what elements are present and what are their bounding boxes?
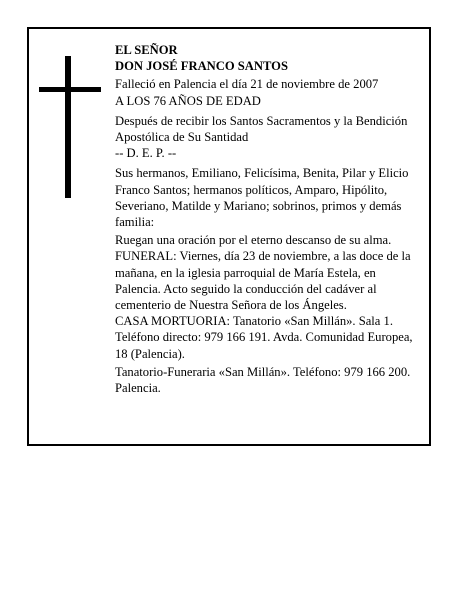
latin-cross-icon: [39, 56, 101, 198]
rip-line: -- D. E. P. --: [115, 146, 177, 161]
deceased-name: DON JOSÉ FRANCO SANTOS: [115, 59, 288, 74]
funeral-home-info: Tanatorio-Funeraria «San Millán». Teléfono: 979 166 200. Palencia.: [115, 364, 411, 396]
death-date-line: Falleció en Palencia el día 21 de noviembre de 2007: [115, 77, 379, 92]
age-line: A LOS 76 AÑOS DE EDAD: [115, 93, 261, 108]
funeral-info: FUNERAL: Viernes, día 23 de noviembre, a las doce de la mañana, en la iglesia parroquial de María Estela, en Palencia. Acto seguido la conducción del cadáver al cementerio de Nuestra Señora de los Ángeles.: [115, 249, 411, 313]
cross-vertical-bar: [65, 56, 71, 198]
notice-text: [115, 42, 423, 396]
family-line: Sus hermanos, Emiliano, Felicísima, Benita, Pilar y Elicio Franco Santos; hermanos políticos, Amparo, Hipólito, Severiano, Matilde y Mariano; sobrinos, primos y demás familia:: [115, 166, 409, 230]
obituary-notice: [27, 27, 431, 446]
sacraments-line: Después de recibir los Santos Sacramentos y la Bendición Apostólica de Su Santidad: [115, 113, 408, 145]
cross-horizontal-bar: [39, 87, 101, 92]
prayer-request: Ruegan una oración por el eterno descanso de su alma.: [115, 233, 392, 248]
mortuary-info: CASA MORTUORIA: Tanatorio «San Millán». Sala 1. Teléfono directo: 979 166 191. Avda. Comunidad Europea, 18 (Palencia).: [115, 314, 413, 361]
heading-title: EL SEÑOR: [115, 43, 178, 57]
